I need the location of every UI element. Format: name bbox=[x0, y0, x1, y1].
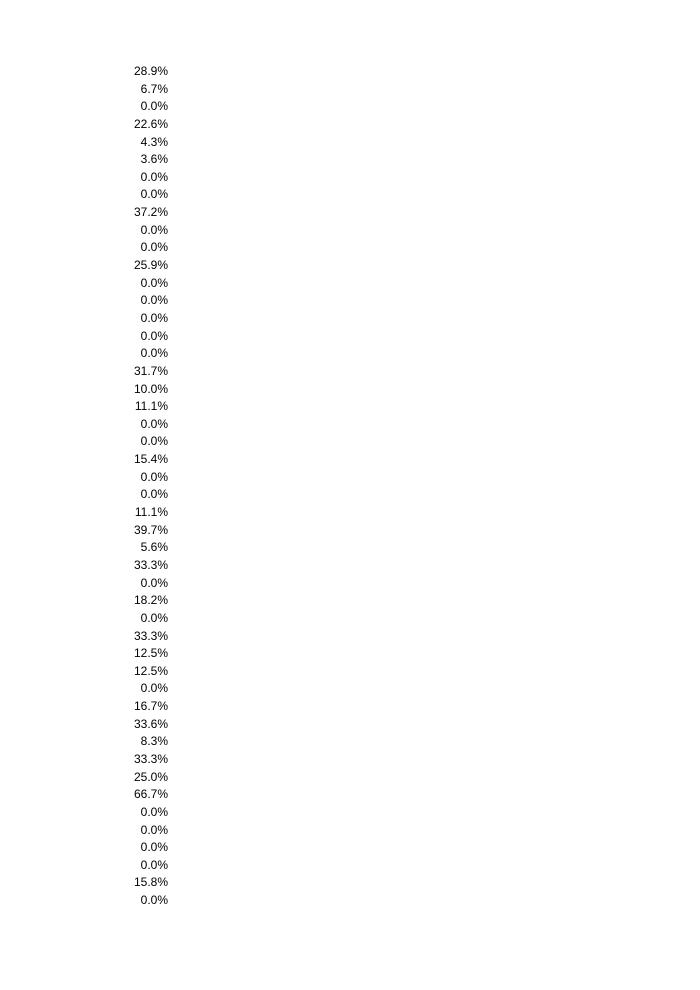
percentage-cell: 0.0% bbox=[140, 610, 168, 625]
percentage-cell: 0.0% bbox=[140, 293, 168, 308]
percentage-cell: 15.4% bbox=[133, 452, 168, 467]
percentage-cell: 0.0% bbox=[140, 328, 168, 343]
percentage-cell: 11.1% bbox=[134, 505, 168, 520]
percentage-cell: 33.3% bbox=[133, 557, 168, 572]
percentage-cell: 3.6% bbox=[140, 152, 168, 167]
percentage-cell: 0.0% bbox=[140, 310, 168, 325]
percentage-cell: 16.7% bbox=[133, 699, 168, 714]
percentage-cell: 0.0% bbox=[140, 575, 168, 590]
percentage-cell: 0.0% bbox=[140, 240, 168, 255]
percentage-cell: 10.0% bbox=[133, 381, 168, 396]
percentage-cell: 33.3% bbox=[133, 751, 168, 766]
percentage-cell: 8.3% bbox=[140, 734, 168, 749]
percentage-cell: 0.0% bbox=[140, 99, 168, 114]
percentage-cell: 0.0% bbox=[140, 275, 168, 290]
percentage-cell: 4.3% bbox=[140, 134, 168, 149]
percentage-cell: 0.0% bbox=[140, 469, 168, 484]
percentage-cell: 33.3% bbox=[133, 628, 168, 643]
percentage-cell: 15.8% bbox=[133, 875, 168, 890]
percentage-cell: 0.0% bbox=[140, 416, 168, 431]
percentage-cell: 0.0% bbox=[140, 222, 168, 237]
percentage-cell: 0.0% bbox=[140, 187, 168, 202]
percentage-cell: 12.5% bbox=[133, 663, 168, 678]
percentage-cell: 11.1% bbox=[134, 399, 168, 414]
percentage-cell: 22.6% bbox=[133, 116, 168, 131]
percentage-cell: 25.9% bbox=[133, 258, 168, 273]
percentage-cell: 0.0% bbox=[140, 840, 168, 855]
percentage-cell: 0.0% bbox=[140, 434, 168, 449]
percentage-cell: 28.9% bbox=[133, 64, 168, 78]
percentage-cell: 6.7% bbox=[140, 81, 168, 96]
percentage-cell: 0.0% bbox=[140, 169, 168, 184]
percentage-cell: 0.0% bbox=[140, 893, 168, 908]
percentage-cell: 0.0% bbox=[140, 681, 168, 696]
percentage-cell: 0.0% bbox=[140, 804, 168, 819]
percentage-cell: 37.2% bbox=[133, 205, 168, 220]
percentage-cell: 39.7% bbox=[133, 522, 168, 537]
percentage-cell: 18.2% bbox=[133, 593, 168, 608]
percentage-column bbox=[112, 63, 168, 910]
percentage-cell: 25.0% bbox=[133, 769, 168, 784]
percentage-cell: 66.7% bbox=[133, 787, 168, 802]
percentage-cell: 31.7% bbox=[133, 363, 168, 378]
percentage-cell: 33.6% bbox=[133, 716, 168, 731]
percentage-cell: 0.0% bbox=[140, 822, 168, 837]
percentage-cell: 0.0% bbox=[140, 346, 168, 361]
percentage-cell: 0.0% bbox=[140, 487, 168, 502]
percentage-cell: 5.6% bbox=[140, 540, 168, 555]
percentage-cell: 12.5% bbox=[133, 646, 168, 661]
percentage-cell: 0.0% bbox=[140, 857, 168, 872]
